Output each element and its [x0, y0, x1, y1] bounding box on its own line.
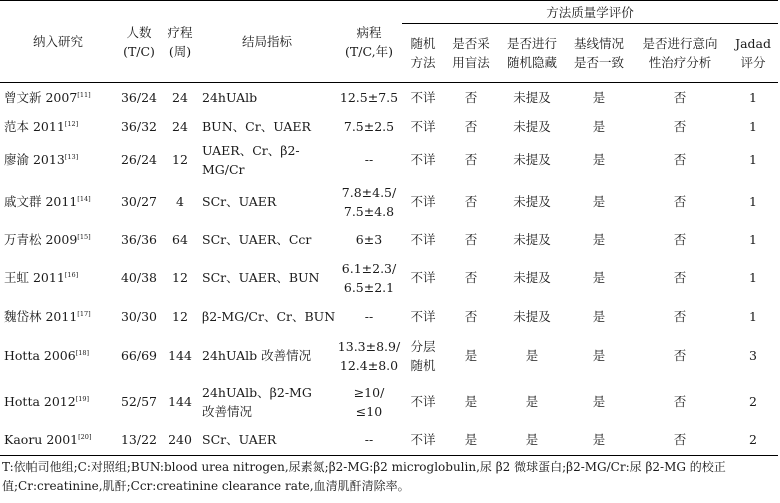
cell-n [116, 255, 162, 301]
header-random-l1: 随机 [410, 36, 436, 51]
baseline-value: 是 [592, 270, 606, 285]
cell-random-line: 不详 [410, 432, 436, 448]
cell-course [162, 379, 198, 425]
header-course-unit: (周) [168, 43, 192, 59]
cell-duration-line: -- [364, 309, 374, 324]
baseline-value: 是 [592, 232, 606, 247]
reference-marker[interactable]: [12] [64, 119, 79, 128]
cell-outcome-line: 24hUAlb [202, 89, 258, 105]
study-name: 王虹 2011 [4, 270, 65, 285]
cell-n [116, 379, 162, 425]
table-row [0, 425, 778, 456]
cell-outcome [198, 301, 336, 333]
header-course-label: 疗程 [167, 24, 193, 40]
header-itt [632, 24, 728, 83]
cell-random-line: 不详 [410, 89, 436, 105]
table-row [0, 179, 778, 225]
conceal-value: 未提及 [513, 152, 551, 167]
header-blind [444, 24, 498, 83]
header-quality-group: 方法质量学评价 [402, 1, 778, 24]
header-course [162, 1, 198, 83]
cell-duration [336, 425, 402, 456]
cell-outcome-line: β2-MG/Cr、Cr、BUN [202, 309, 336, 324]
cell-n [116, 425, 162, 456]
cell-random-line: 不详 [410, 394, 436, 409]
cell-course [162, 255, 198, 301]
cell-duration-line: -- [364, 432, 374, 448]
jadad-value: 1 [749, 232, 757, 247]
study-name: 曾文新 2007 [4, 89, 78, 105]
cell-jadad [728, 425, 778, 456]
cell-jadad [728, 141, 778, 179]
study-name: 魏岱林 2011 [4, 309, 78, 324]
cell-outcome [198, 179, 336, 225]
cell-blind [444, 333, 498, 379]
cell-outcome [198, 333, 336, 379]
cell-outcome-line: 改善情况 [202, 403, 253, 419]
table-footnote: T:依帕司他组;C:对照组;BUN:blood urea nitrogen,尿素氮;β2-MG:β2 microglobulin,尿 β2 微球蛋白;β2-MG/Cr:尿 β2-MG 的校正值;Cr:creatinine,肌酐;Ccr:creatinine clearance rate,血清肌酐清除率。 [2, 460, 726, 493]
cell-n [116, 112, 162, 141]
cell-course [162, 425, 198, 456]
cell-random-line: 不详 [410, 309, 436, 324]
header-random-l2: 方法 [410, 55, 436, 70]
baseline-value: 是 [592, 89, 606, 105]
cell-course [162, 333, 198, 379]
reference-marker[interactable]: [17] [77, 309, 91, 318]
header-random [402, 24, 444, 83]
header-duration [336, 1, 402, 83]
cell-conceal [498, 225, 566, 255]
cell-itt [632, 379, 728, 425]
cell-baseline [566, 379, 632, 425]
itt-value: 否 [673, 152, 687, 167]
cell-random [402, 255, 444, 301]
study-name: Kaoru 2001 [4, 432, 79, 448]
cell-outcome-line: BUN、Cr、UAER [202, 118, 311, 134]
itt-value: 否 [673, 232, 687, 247]
cell-duration-line: 12.4±8.0 [339, 357, 399, 373]
cell-jadad [728, 379, 778, 425]
n-value: 13/22 [120, 432, 158, 448]
cell-duration-line: 7.5±4.8 [343, 203, 395, 219]
cell-duration [336, 333, 402, 379]
study-name: 范本 2011 [4, 118, 65, 134]
reference-marker[interactable]: [14] [77, 194, 91, 203]
table-row [0, 333, 778, 379]
table-row [0, 225, 778, 255]
cell-outcome [198, 425, 336, 456]
cell-itt [632, 225, 728, 255]
cell-blind [444, 425, 498, 456]
cell-duration [336, 379, 402, 425]
cell-jadad [728, 179, 778, 225]
cell-outcome-line: SCr、UAER、BUN [202, 270, 320, 285]
jadad-value: 1 [749, 152, 757, 167]
jadad-value: 1 [749, 309, 757, 324]
blind-value: 否 [464, 152, 478, 167]
baseline-value: 是 [592, 432, 606, 448]
header-baseline-l2: 是否一致 [573, 55, 624, 70]
cell-course [162, 179, 198, 225]
header-study: 纳入研究 [0, 1, 116, 83]
cell-random-line: 不详 [410, 152, 436, 167]
header-n-label: 人数 [126, 24, 152, 40]
jadad-value: 1 [749, 270, 757, 285]
cell-n [116, 301, 162, 333]
cell-outcome [198, 112, 336, 141]
table-row [0, 255, 778, 301]
cell-blind [444, 83, 498, 112]
cell-conceal [498, 333, 566, 379]
cell-random-line: 不详 [410, 232, 436, 247]
cell-itt [632, 333, 728, 379]
itt-value: 否 [673, 270, 687, 285]
cell-study [0, 179, 116, 225]
cell-study [0, 141, 116, 179]
conceal-value: 未提及 [513, 309, 551, 324]
course-value: 12 [172, 270, 188, 285]
cell-blind [444, 301, 498, 333]
conceal-value: 未提及 [513, 89, 551, 105]
conceal-value: 未提及 [513, 194, 551, 209]
conceal-value: 是 [525, 394, 539, 409]
cell-study [0, 83, 116, 112]
cell-itt [632, 301, 728, 333]
cell-random-line: 不详 [410, 118, 436, 134]
itt-value: 否 [673, 194, 687, 209]
baseline-value: 是 [592, 309, 606, 324]
conceal-value: 未提及 [513, 232, 551, 247]
cell-random [402, 225, 444, 255]
cell-jadad [728, 112, 778, 141]
cell-outcome-line: SCr、UAER [202, 194, 277, 209]
cell-conceal [498, 141, 566, 179]
cell-conceal [498, 425, 566, 456]
cell-duration-line: 6.5±2.1 [343, 279, 395, 295]
course-value: 12 [172, 152, 188, 167]
course-value: 240 [168, 432, 192, 448]
cell-random [402, 141, 444, 179]
n-value: 52/57 [120, 394, 158, 409]
table-row [0, 301, 778, 333]
cell-itt [632, 83, 728, 112]
cell-duration-line: ≥10/ [353, 384, 385, 400]
header-jadad [728, 24, 778, 83]
cell-baseline [566, 333, 632, 379]
cell-jadad [728, 225, 778, 255]
header-conceal [498, 24, 566, 83]
cell-course [162, 301, 198, 333]
jadad-value: 1 [749, 89, 757, 105]
cell-itt [632, 112, 728, 141]
cell-jadad [728, 301, 778, 333]
header-outcome: 结局指标 [198, 1, 336, 83]
cell-n [116, 179, 162, 225]
cell-jadad [728, 255, 778, 301]
cell-outcome-line: 24hUAlb 改善情况 [202, 348, 312, 363]
n-value: 36/24 [120, 89, 158, 105]
cell-duration-line: 13.3±8.9/ [337, 338, 401, 354]
cell-baseline [566, 301, 632, 333]
cell-study [0, 379, 116, 425]
jadad-value: 1 [749, 118, 757, 134]
course-value: 24 [172, 118, 188, 134]
cell-course [162, 83, 198, 112]
cell-outcome-line: 24hUAlb、β2-MG [202, 384, 312, 400]
n-value: 40/38 [120, 270, 158, 285]
reference-marker[interactable]: [16] [64, 270, 79, 279]
cell-study [0, 255, 116, 301]
cell-study [0, 225, 116, 255]
itt-value: 否 [673, 432, 687, 448]
cell-baseline [566, 225, 632, 255]
course-value: 64 [172, 232, 188, 247]
conceal-value: 未提及 [513, 118, 551, 134]
cell-course [162, 225, 198, 255]
reference-marker[interactable]: [18] [75, 348, 90, 357]
cell-conceal [498, 379, 566, 425]
cell-conceal [498, 301, 566, 333]
jadad-value: 1 [749, 194, 757, 209]
cell-baseline [566, 112, 632, 141]
cell-itt [632, 255, 728, 301]
table-row [0, 112, 778, 141]
cell-conceal [498, 179, 566, 225]
itt-value: 否 [673, 394, 687, 409]
cell-conceal [498, 255, 566, 301]
cell-blind [444, 112, 498, 141]
blind-value: 是 [464, 394, 478, 409]
cell-baseline [566, 83, 632, 112]
cell-conceal [498, 83, 566, 112]
reference-marker[interactable]: [19] [75, 394, 90, 403]
cell-blind [444, 379, 498, 425]
cell-course [162, 112, 198, 141]
cell-random [402, 333, 444, 379]
n-value: 66/69 [120, 348, 158, 363]
blind-value: 是 [464, 432, 478, 448]
jadad-value: 2 [749, 394, 757, 409]
cell-study [0, 425, 116, 456]
reference-marker[interactable]: [13] [64, 152, 79, 161]
cell-random [402, 112, 444, 141]
table-body [0, 83, 778, 456]
cell-duration [336, 225, 402, 255]
cell-outcome-line: SCr、UAER [202, 432, 277, 448]
itt-value: 否 [673, 348, 687, 363]
cell-n [116, 333, 162, 379]
baseline-value: 是 [592, 118, 606, 134]
blind-value: 是 [464, 348, 478, 363]
header-conceal-l1: 是否进行 [506, 36, 557, 51]
n-value: 30/27 [120, 194, 158, 209]
cell-random-line: 随机 [410, 357, 436, 373]
baseline-value: 是 [592, 152, 606, 167]
conceal-value: 是 [525, 432, 539, 448]
header-duration-unit: (T/C,年) [345, 43, 393, 59]
cell-jadad [728, 83, 778, 112]
n-value: 26/24 [120, 152, 158, 167]
cell-duration [336, 255, 402, 301]
cell-duration-line: -- [364, 152, 374, 167]
blind-value: 否 [464, 309, 478, 324]
cell-random [402, 301, 444, 333]
cell-study [0, 112, 116, 141]
cell-itt [632, 425, 728, 456]
header-jadad-l2: 评分 [740, 55, 766, 70]
cell-duration-line: 6.1±2.3/ [341, 260, 397, 276]
cell-blind [444, 255, 498, 301]
header-blind-l2: 用盲法 [452, 55, 490, 70]
baseline-value: 是 [592, 394, 606, 409]
cell-itt [632, 141, 728, 179]
cell-study [0, 301, 116, 333]
study-name: 廖渝 2013 [4, 152, 65, 167]
jadad-value: 3 [749, 348, 757, 363]
cell-n [116, 225, 162, 255]
cell-duration-line: ≤10 [355, 403, 383, 419]
study-name: Hotta 2006 [4, 348, 76, 363]
cell-outcome [198, 379, 336, 425]
cell-duration-line: 7.5±2.5 [343, 118, 395, 134]
header-itt-l1: 是否进行意向 [642, 36, 718, 51]
n-value: 36/32 [120, 118, 158, 134]
header-conceal-l2: 随机隐藏 [506, 55, 557, 70]
header-baseline [566, 24, 632, 83]
blind-value: 否 [464, 118, 478, 134]
cell-random-line: 分层 [410, 338, 436, 354]
cell-outcome [198, 141, 336, 179]
header-blind-l1: 是否采 [452, 36, 490, 51]
table-row [0, 83, 778, 112]
conceal-value: 是 [525, 348, 539, 363]
reference-marker[interactable]: [11] [77, 90, 91, 99]
cell-jadad [728, 333, 778, 379]
study-name: 万青松 2009 [4, 232, 78, 247]
n-value: 30/30 [120, 309, 158, 324]
course-value: 12 [172, 309, 188, 324]
cell-outcome-line: UAER、Cr、β2-MG/Cr [202, 142, 300, 177]
itt-value: 否 [673, 118, 687, 134]
cell-random [402, 425, 444, 456]
baseline-value: 是 [592, 194, 606, 209]
itt-value: 否 [673, 89, 687, 105]
cell-random-line: 不详 [410, 194, 436, 209]
course-value: 144 [168, 348, 192, 363]
cell-duration [336, 141, 402, 179]
table-row [0, 141, 778, 179]
cell-study [0, 333, 116, 379]
cell-course [162, 141, 198, 179]
cell-random [402, 379, 444, 425]
blind-value: 否 [464, 194, 478, 209]
conceal-value: 未提及 [513, 270, 551, 285]
jadad-value: 2 [749, 432, 757, 448]
cell-random [402, 179, 444, 225]
blind-value: 否 [464, 89, 478, 105]
reference-marker[interactable]: [20] [78, 433, 92, 442]
cell-baseline [566, 141, 632, 179]
cell-blind [444, 179, 498, 225]
cell-duration-line: 6±3 [355, 232, 383, 247]
cell-n [116, 83, 162, 112]
cell-baseline [566, 179, 632, 225]
reference-marker[interactable]: [15] [77, 232, 91, 241]
cell-itt [632, 179, 728, 225]
study-name: Hotta 2012 [4, 394, 76, 409]
cell-baseline [566, 425, 632, 456]
blind-value: 否 [464, 232, 478, 247]
cell-random-line: 不详 [410, 270, 436, 285]
cell-random [402, 83, 444, 112]
itt-value: 否 [673, 309, 687, 324]
cell-duration [336, 179, 402, 225]
cell-duration [336, 301, 402, 333]
n-value: 36/36 [120, 232, 158, 247]
cell-baseline [566, 255, 632, 301]
cell-outcome [198, 225, 336, 255]
cell-n [116, 141, 162, 179]
cell-blind [444, 141, 498, 179]
header-jadad-l1: Jadad [735, 36, 771, 51]
cell-duration [336, 112, 402, 141]
header-baseline-l1: 基线情况 [573, 36, 624, 51]
cell-outcome-line: SCr、UAER、Ccr [202, 232, 312, 247]
course-value: 144 [168, 394, 192, 409]
cell-blind [444, 225, 498, 255]
course-value: 24 [172, 89, 188, 105]
course-value: 4 [176, 194, 184, 209]
header-duration-label: 病程 [356, 24, 382, 40]
cell-duration [336, 83, 402, 112]
blind-value: 否 [464, 270, 478, 285]
cell-duration-line: 12.5±7.5 [339, 89, 399, 105]
cell-outcome [198, 83, 336, 112]
header-itt-l2: 性治疗分析 [648, 55, 712, 70]
cell-conceal [498, 112, 566, 141]
table-row [0, 379, 778, 425]
header-n [116, 1, 162, 83]
cell-outcome [198, 255, 336, 301]
cell-duration-line: 7.8±4.5/ [341, 184, 397, 200]
study-name: 戚文群 2011 [4, 194, 78, 209]
baseline-value: 是 [592, 348, 606, 363]
header-n-unit: (T/C) [123, 43, 155, 59]
